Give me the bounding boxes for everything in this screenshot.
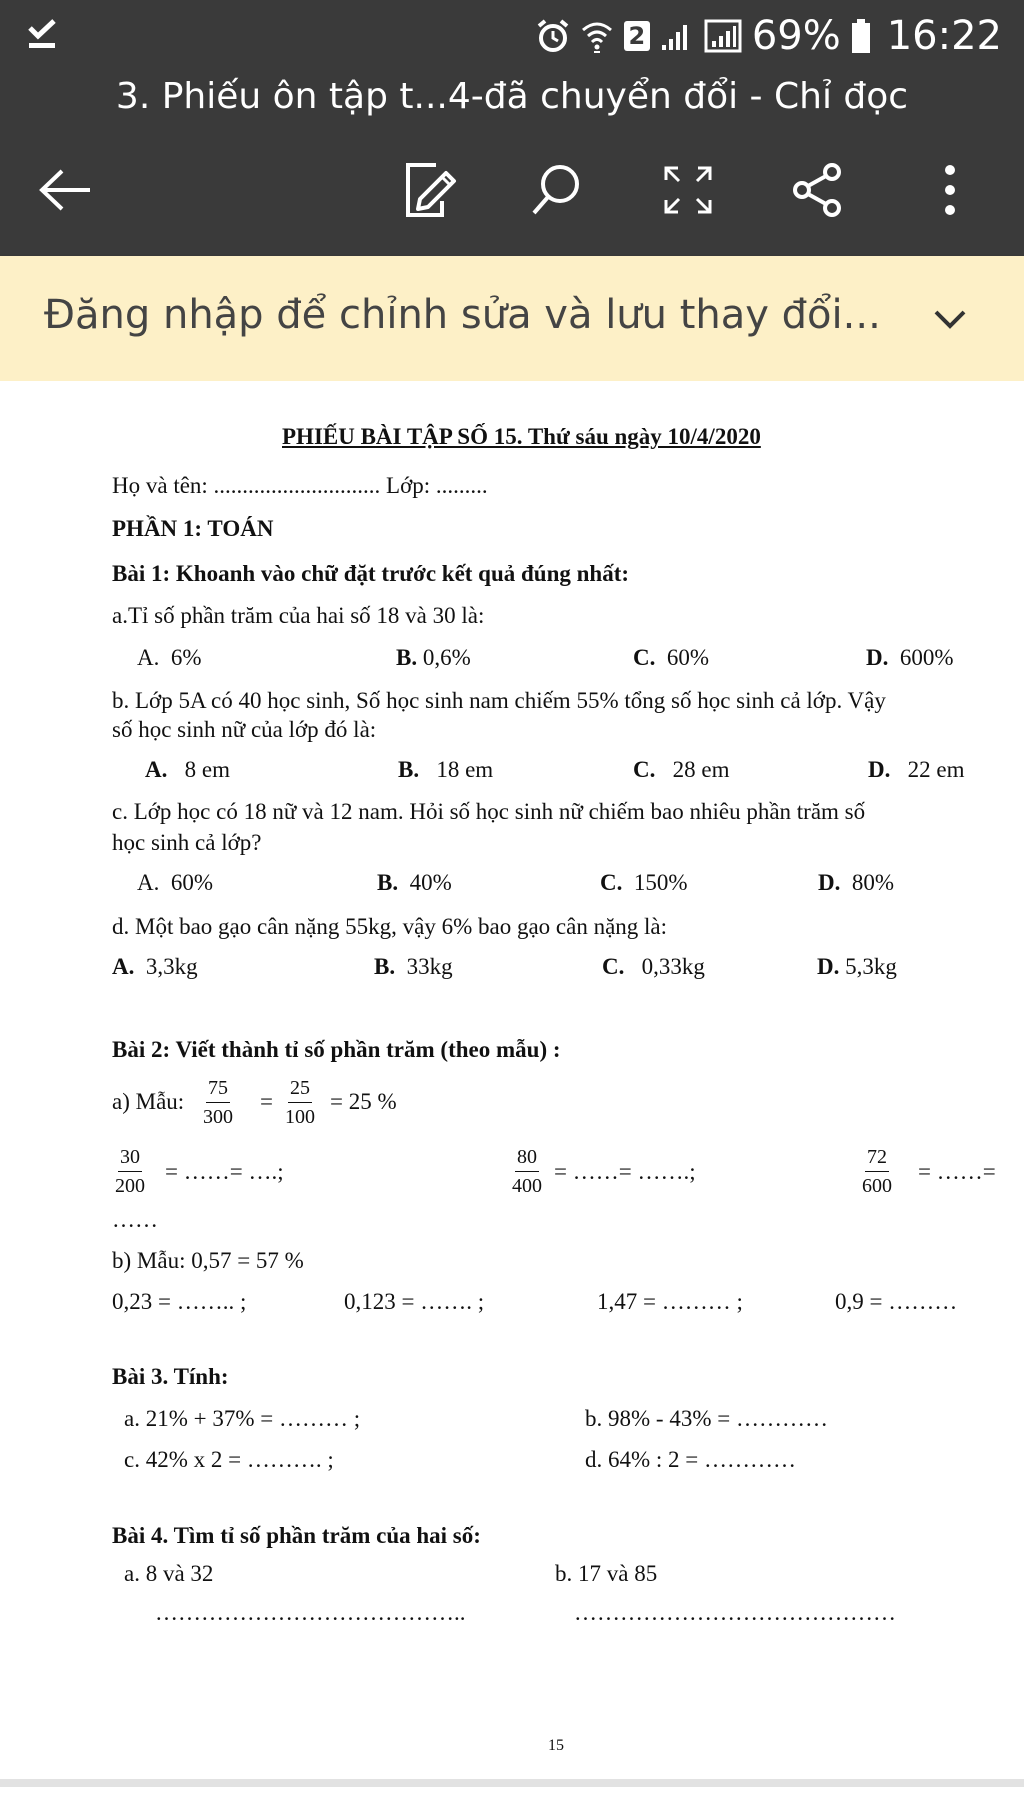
option-d-D: D. 5,3kg [817, 954, 897, 979]
name-class-line: Họ và tên: ............................. Lớp: ......... [112, 473, 488, 498]
option-a-C: C. 60% [633, 645, 710, 670]
answer-line: …………………………………… [574, 1600, 896, 1625]
more-options-icon [940, 162, 960, 218]
question-b-line2: số học sinh nữ của lớp đó là: [112, 717, 377, 742]
edit-icon [402, 161, 458, 219]
exercise-fraction-1: $\frac{30}{200}$ [115, 1146, 145, 1197]
exercise-blank-3: = ……= [918, 1159, 996, 1184]
question-b-line1: b. Lớp 5A có 40 học sinh, Số học sinh nam chiếm 55% tổng số học sinh cả lớp. Vậy [112, 688, 886, 713]
sign-in-banner[interactable] [0, 256, 1024, 381]
clock: 16:22 [886, 13, 1002, 59]
calc-item: d. 64% : 2 = ………… [585, 1447, 797, 1472]
option-a-D: D. 600% [866, 645, 954, 670]
decimal-item: 0,123 = ……. ; [344, 1289, 485, 1314]
bai4-title: Bài 4. Tìm tỉ số phần trăm của hai số: [112, 1523, 481, 1548]
signal-icon [660, 21, 694, 51]
fullscreen-icon [662, 164, 714, 216]
bai1-title: Bài 1: Khoanh vào chữ đặt trước kết quả đúng nhất: [112, 561, 630, 586]
page-separator [0, 1779, 1024, 1787]
sim-slot-badge: 2 [624, 21, 650, 51]
bai2-b-label: b) Mẫu: 0,57 = 57 % [112, 1248, 304, 1273]
option-c-A: A. 60% [137, 870, 214, 895]
ratio-item: a. 8 và 32 [124, 1561, 214, 1586]
calc-item: c. 42% x 2 = ………. ; [124, 1447, 334, 1472]
ratio-item: b. 17 và 85 [555, 1561, 658, 1586]
exercise-continuation: …… [112, 1207, 158, 1232]
option-b-C: C. 28 em [633, 757, 730, 782]
option-c-B: B. 40% [377, 870, 452, 895]
share-button[interactable] [778, 150, 858, 230]
fullscreen-button[interactable] [648, 150, 728, 230]
calc-item: b. 98% - 43% = ………… [585, 1406, 828, 1431]
wifi-icon [580, 18, 614, 54]
option-d-A: A. 3,3kg [112, 954, 198, 979]
share-icon [790, 162, 846, 218]
option-a-B: B. 0,6% [396, 645, 471, 670]
page-number: 15 [548, 1737, 564, 1754]
question-c-line1: c. Lớp học có 18 nữ và 12 nam. Hỏi số học sinh nữ chiếm bao nhiêu phần trăm số [112, 799, 866, 824]
battery-percent: 69% [751, 13, 841, 59]
option-c-C: C. 150% [600, 870, 688, 895]
app-bar [0, 0, 1024, 256]
sign-in-prompt[interactable]: Đăng nhập để chỉnh sửa và lưu thay đổi... [44, 292, 881, 338]
sample-equals: = [260, 1089, 273, 1114]
banner-expand-button[interactable] [928, 298, 972, 342]
option-d-C: C. 0,33kg [602, 954, 705, 979]
question-d: d. Một bao gạo cân nặng 55kg, vậy 6% bao gạo cân nặng là: [112, 914, 668, 939]
back-button[interactable] [26, 150, 106, 230]
bai2-a-label: a) Mẫu: [112, 1089, 185, 1114]
bai2-title: Bài 2: Viết thành tỉ số phần trăm (theo mẫu) : [112, 1037, 561, 1062]
option-b-D: D. 22 em [868, 757, 965, 782]
exercise-blank-1: = ……= ….; [165, 1159, 284, 1184]
option-b-A: A. 8 em [145, 757, 230, 782]
status-bar [0, 0, 1024, 72]
search-button[interactable] [516, 150, 596, 230]
worksheet-heading: PHIẾU BÀI TẬP SỐ 15. Thứ sáu ngày 10/4/2020 [282, 424, 761, 449]
battery-icon [851, 18, 871, 54]
sample-fraction-1: $\frac{75}{300}$ [203, 1077, 233, 1128]
sample-result: = 25 % [330, 1089, 397, 1114]
sample-fraction-2: $\frac{25}{100}$ [285, 1077, 315, 1128]
option-b-B: B. 18 em [398, 757, 494, 782]
more-options-button[interactable] [910, 150, 990, 230]
bai3-title: Bài 3. Tính: [112, 1364, 229, 1389]
answer-line: ………………………………….. [155, 1600, 466, 1625]
decimal-item: 0,23 = …….. ; [112, 1289, 247, 1314]
download-done-icon [26, 18, 58, 54]
edit-button[interactable] [390, 150, 470, 230]
chevron-down-icon [933, 309, 967, 331]
exercise-fraction-3: $\frac{72}{600}$ [862, 1146, 892, 1197]
decimal-item: 0,9 = ……… [835, 1289, 958, 1314]
calc-item: a. 21% + 37% = ……… ; [124, 1406, 361, 1431]
search-icon [528, 162, 584, 218]
back-arrow-icon [38, 168, 94, 212]
part1-heading: PHẦN 1: TOÁN [112, 516, 274, 541]
document-title: 3. Phiếu ôn tập t...4-đã chuyển đổi - Chỉ đọc [115, 76, 909, 117]
exercise-fraction-2: $\frac{80}{400}$ [512, 1146, 542, 1197]
exercise-blank-2: = ……= …….; [554, 1159, 696, 1184]
question-a: a.Tỉ số phần trăm của hai số 18 và 30 là: [112, 603, 485, 628]
alarm-icon [536, 18, 570, 54]
question-c-line2: học sinh cả lớp? [112, 830, 262, 855]
signal-icon [704, 19, 742, 53]
option-c-D: D. 80% [818, 870, 895, 895]
option-a-A: A. 6% [137, 645, 202, 670]
option-d-B: B. 33kg [374, 954, 453, 979]
decimal-item: 1,47 = ……… ; [597, 1289, 743, 1314]
